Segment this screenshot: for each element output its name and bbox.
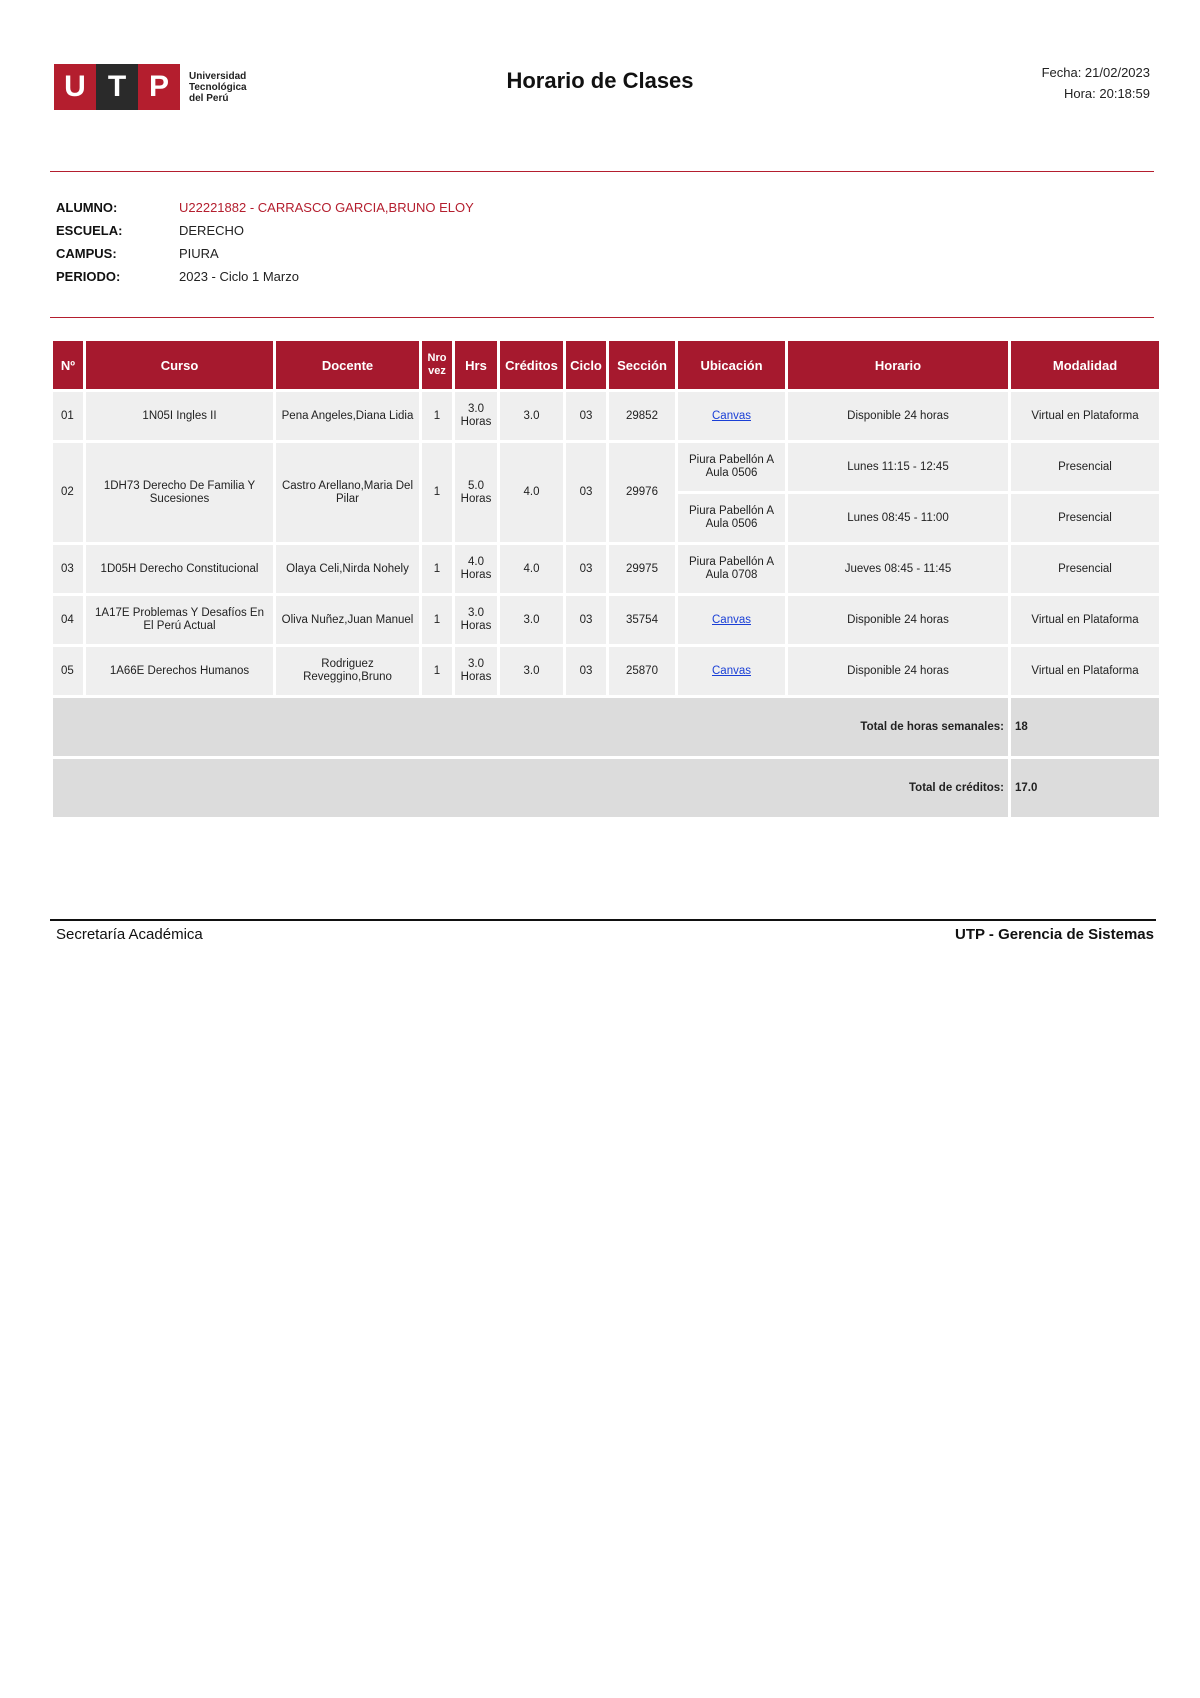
- cell-creditos: 3.0: [500, 647, 563, 695]
- cell-ubicacion: [678, 392, 785, 440]
- col-header-curso: Curso: [86, 341, 273, 389]
- cell-hrs: 3.0 Horas: [455, 392, 497, 440]
- campus-row: [56, 242, 474, 265]
- logo-line-2: Tecnológica: [189, 81, 247, 93]
- col-header-nro-vez: Nro vez: [422, 341, 452, 389]
- cell-curso: 1A17E Problemas Y Desafíos En El Perú Actual: [86, 596, 273, 644]
- cell-docente: Olaya Celi,Nirda Nohely: [276, 545, 419, 593]
- cell-curso: 1N05I Ingles II: [86, 392, 273, 440]
- col-header-hrs: Hrs: [455, 341, 497, 389]
- col-header-n: Nº: [53, 341, 83, 389]
- cell-hrs: 5.0 Horas: [455, 443, 497, 542]
- total-credits-value: 17.0: [1011, 759, 1159, 817]
- cell-hrs: 3.0 Horas: [455, 596, 497, 644]
- cell-modalidad: Presencial: [1011, 545, 1159, 593]
- campus-value: PIURA: [179, 246, 219, 261]
- col-header-creditos: Créditos: [500, 341, 563, 389]
- escuela-row: [56, 219, 474, 242]
- total-hours-label: Total de horas semanales:: [53, 698, 1008, 756]
- cell-n: 03: [53, 545, 83, 593]
- cell-ciclo: 03: [566, 596, 606, 644]
- cell-docente: Castro Arellano,Maria Del Pilar: [276, 443, 419, 542]
- periodo-label: PERIODO:: [56, 269, 121, 284]
- logo-line-3: del Perú: [189, 92, 229, 104]
- cell-vez: 1: [422, 443, 452, 542]
- alumno-value: U22221882 - CARRASCO GARCIA,BRUNO ELOY: [179, 200, 474, 215]
- header-row: [53, 341, 1159, 389]
- footer-divider: [50, 919, 1156, 921]
- page-title: Horario de Clases: [506, 68, 694, 93]
- cell-seccion: 25870: [609, 647, 675, 695]
- cell-horario: Disponible 24 horas: [788, 647, 1008, 695]
- table-row: [53, 545, 1159, 593]
- cell-modalidad: Virtual en Plataforma: [1011, 596, 1159, 644]
- cell-vez: 1: [422, 647, 452, 695]
- table-row: [53, 596, 1159, 644]
- logo-line-1: Universidad: [189, 70, 247, 82]
- alumno-row: [56, 196, 474, 219]
- cell-horario: Disponible 24 horas: [788, 392, 1008, 440]
- cell-seccion: 35754: [609, 596, 675, 644]
- col-header-horario: Horario: [788, 341, 1008, 389]
- cell-docente: Pena Angeles,Diana Lidia: [276, 392, 419, 440]
- cell-hrs: 3.0 Horas: [455, 647, 497, 695]
- cell-vez: 1: [422, 596, 452, 644]
- cell-vez: 1: [422, 392, 452, 440]
- cell-curso: 1DH73 Derecho De Familia Y Sucesiones: [86, 443, 273, 542]
- cell-docente: Rodriguez Reveggino,Bruno: [276, 647, 419, 695]
- cell-horario: Lunes 08:45 - 11:00: [788, 494, 1008, 542]
- cell-docente: Oliva Nuñez,Juan Manuel: [276, 596, 419, 644]
- table-row: [53, 647, 1159, 695]
- canvas-link[interactable]: Canvas: [712, 664, 751, 677]
- canvas-link[interactable]: Canvas: [712, 409, 751, 422]
- logo-letter-u: U: [54, 64, 96, 110]
- periodo-value: 2023 - Ciclo 1 Marzo: [179, 269, 299, 284]
- cell-modalidad: Presencial: [1011, 494, 1159, 542]
- cell-modalidad: Presencial: [1011, 443, 1159, 491]
- cell-ubicacion: Piura Pabellón A Aula 0708: [678, 545, 785, 593]
- cell-hrs: 4.0 Horas: [455, 545, 497, 593]
- total-credits-row: [53, 759, 1159, 817]
- cell-seccion: 29852: [609, 392, 675, 440]
- student-info: [56, 196, 474, 288]
- campus-label: CAMPUS:: [56, 246, 117, 261]
- table-row: [53, 392, 1159, 440]
- canvas-link[interactable]: Canvas: [712, 613, 751, 626]
- cell-curso: 1A66E Derechos Humanos: [86, 647, 273, 695]
- footer-left: Secretaría Académica: [56, 926, 203, 943]
- cell-creditos: 4.0: [500, 545, 563, 593]
- info-divider: [50, 317, 1154, 318]
- cell-n: 02: [53, 443, 83, 542]
- cell-creditos: 3.0: [500, 392, 563, 440]
- cell-horario: Lunes 11:15 - 12:45: [788, 443, 1008, 491]
- cell-n: 01: [53, 392, 83, 440]
- cell-vez: 1: [422, 545, 452, 593]
- cell-creditos: 3.0: [500, 596, 563, 644]
- cell-modalidad: Virtual en Plataforma: [1011, 647, 1159, 695]
- cell-ubicacion: Piura Pabellón A Aula 0506: [678, 443, 785, 491]
- cell-curso: 1D05H Derecho Constitucional: [86, 545, 273, 593]
- table-row: [53, 443, 1159, 491]
- alumno-label: ALUMNO:: [56, 200, 118, 215]
- cell-n: 04: [53, 596, 83, 644]
- cell-ubicacion: [678, 647, 785, 695]
- total-credits-label: Total de créditos:: [53, 759, 1008, 817]
- cell-n: 05: [53, 647, 83, 695]
- footer-right: UTP - Gerencia de Sistemas: [955, 926, 1154, 943]
- cell-seccion: 29976: [609, 443, 675, 542]
- print-meta: [1042, 62, 1150, 104]
- cell-ciclo: 03: [566, 545, 606, 593]
- logo-letter-p: P: [138, 64, 180, 110]
- escuela-label: ESCUELA:: [56, 223, 123, 238]
- periodo-row: [56, 265, 474, 288]
- col-header-docente: Docente: [276, 341, 419, 389]
- cell-seccion: 29975: [609, 545, 675, 593]
- cell-horario: Disponible 24 horas: [788, 596, 1008, 644]
- cell-ciclo: 03: [566, 647, 606, 695]
- print-date: Fecha: 21/02/2023: [1041, 65, 1150, 80]
- schedule-table: [50, 338, 1162, 820]
- header-divider: [50, 171, 1154, 172]
- total-hours-row: [53, 698, 1159, 756]
- col-header-modalidad: Modalidad: [1011, 341, 1159, 389]
- print-time: Hora: 20:18:59: [1063, 86, 1150, 101]
- cell-ciclo: 03: [566, 443, 606, 542]
- col-header-seccion: Sección: [609, 341, 675, 389]
- cell-ciclo: 03: [566, 392, 606, 440]
- col-header-ubicacion: Ubicación: [678, 341, 785, 389]
- escuela-value: DERECHO: [179, 223, 245, 238]
- cell-ubicacion: Piura Pabellón A Aula 0506: [678, 494, 785, 542]
- col-header-ciclo: Ciclo: [566, 341, 606, 389]
- cell-creditos: 4.0: [500, 443, 563, 542]
- cell-modalidad: Virtual en Plataforma: [1011, 392, 1159, 440]
- cell-horario: Jueves 08:45 - 11:45: [788, 545, 1008, 593]
- schedule-body: [53, 392, 1159, 817]
- cell-ubicacion: [678, 596, 785, 644]
- total-hours-value: 18: [1011, 698, 1159, 756]
- logo-letter-t: T: [96, 64, 138, 110]
